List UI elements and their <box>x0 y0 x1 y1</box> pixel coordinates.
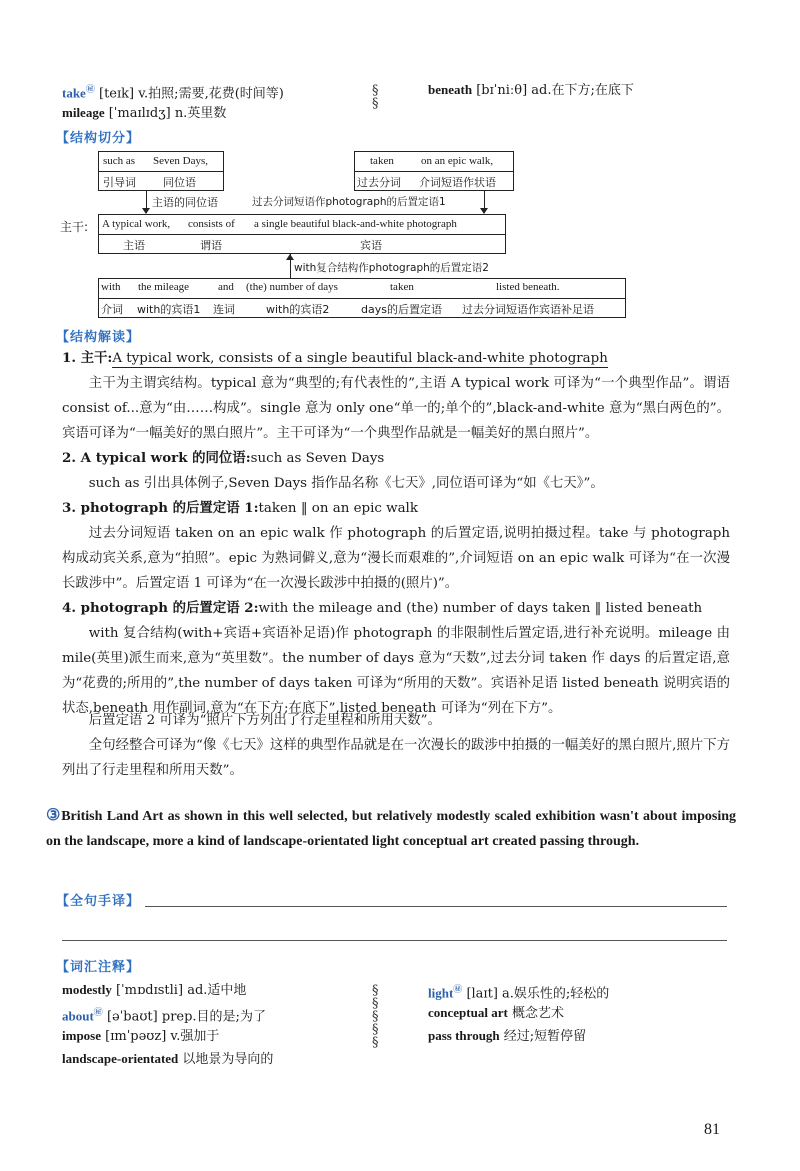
vocab-entry-impose <box>62 1026 219 1047</box>
vocab-phonetic: [ɪmˈpəʊz] <box>105 1029 167 1044</box>
consists-text: consists of <box>188 218 235 230</box>
a-typical-text: A typical work, <box>102 218 171 230</box>
such-as-text: such as <box>103 155 136 167</box>
with-text: with <box>101 281 121 293</box>
label-jieci: 介词短语作状语 <box>419 176 496 189</box>
point-sentence: A typical work, consists of a single beautiful black-and-white photograph <box>112 351 608 366</box>
analysis-body-4: with 复合结构(with+宾语+宾语补足语)作 photograph 的非限制性后置定语,进行补充说明。mileage 由 mile(英里)派生而来,意为“英里数”。the number of days 意为“天数”,过去分词 taken 作 days 的后置定语,意为“花费的;所用的”,the number of days taken 可译为“所用的天数”。宾语补足语 listed beneath 说明宾语的状态,beneath 用作副词,意为“在下方;在底下”,listed beneath 可译为“列在下方”。 <box>62 626 730 716</box>
listed-text: listed beneath. <box>496 281 560 293</box>
label-jieci2: 介词 <box>101 303 123 316</box>
analysis-body-1: 主干为主谓宾结构。typical 意为“典型的;有代表性的”,主语 A typical work 可译为“一个典型作品”。谓语 consist of...意为“由……构成”。single 意为 only one“单一的;单个的”,black-and-white 意为“黑白两色的”。宾语可译为“一幅美好的黑白照片”。主干可译为“一个典型作品就是一幅美好的黑白照片”。 <box>62 376 730 441</box>
vocab-phonetic: [əˈbaʊt] <box>106 1009 158 1025</box>
seven-days-text: Seven Days, <box>153 155 208 167</box>
label-tongwei: 同位语 <box>163 176 196 189</box>
analysis-point-2 <box>62 446 730 471</box>
vocab-entry-pass-through <box>428 1026 586 1047</box>
label-binyu: 宾语 <box>360 239 382 252</box>
vocab-phonetic: [ˈmaɪlɪdʒ] <box>108 106 171 121</box>
vocab-phonetic: [bɪˈniːθ] <box>476 83 528 98</box>
vocab-entry-modestly <box>62 980 246 1001</box>
point-sentence: such as Seven Days <box>250 451 385 466</box>
and-text: and <box>218 281 234 293</box>
secret-meaning-icon: ㊙ <box>453 985 463 995</box>
translate-line-1[interactable] <box>145 906 727 907</box>
vocab-word: conceptual art <box>428 1005 508 1020</box>
vocab-word: impose <box>62 1028 101 1043</box>
point-heading: 3. photograph 的后置定语 1: <box>62 500 259 516</box>
point-sentence: with the mileage and (the) number of days taken ‖ listed beneath <box>258 601 703 616</box>
vocab-definition: ad.在下方;在底下 <box>531 83 634 98</box>
the-number-text: (the) number of days <box>246 281 338 293</box>
vocab-entry-about <box>62 1003 266 1027</box>
vocab-phonetic: [laɪt] <box>466 986 498 1002</box>
vocab-definition: v.拍照;需要,花费(时间等) <box>138 86 284 102</box>
analysis-body-3: 过去分词短语 taken on an epic walk 作 photograph 的后置定语,说明拍摄过程。take 与 photograph 构成动宾关系,意为“拍照”。epic 为熟词僻义,意为“漫长而艰难的”,介词短语 on an epic walk 可译为“在一次漫长跋涉中”。后置定语 1 可译为“在一次漫长跋涉中拍摄的(照片)”。 <box>62 526 730 591</box>
label-buzu: 过去分词短语作宾语补足语 <box>462 303 594 316</box>
label-weiyu: 谓语 <box>200 239 222 252</box>
point-sentence: taken ‖ on an epic walk <box>258 501 418 516</box>
label-with2: with的宾语2 <box>266 303 330 316</box>
analysis-body-5: 后置定语 2 可译为“照片下方列出了行走里程和所用天数”。 <box>88 713 441 728</box>
vocab-entry-light <box>428 980 609 1004</box>
analysis-body-2: such as 引出具体例子,Seven Days 指作品名称《七天》,同位语可译为“如《七天》”。 <box>88 476 604 491</box>
label-zhuyu: 主语 <box>123 239 145 252</box>
taken2-text: taken <box>390 281 414 293</box>
point-heading: 1. 主干: <box>62 350 113 366</box>
vocab-entry-conceptual-art <box>428 1003 564 1024</box>
sentence-number: ③ <box>46 807 62 824</box>
vocab-definition: prep.目的是;为了 <box>161 1009 266 1025</box>
vocab-entry-beneath <box>428 80 634 101</box>
vocab-word: mileage <box>62 105 105 120</box>
sentence-text: British Land Art as shown in this well selected, but relatively modestly scaled exhibition wasn't about imposing on the landscape, more a kind of landscape-orientated light conceptual art created passing through. <box>46 809 736 849</box>
vocab-definition: v.强加于 <box>170 1029 220 1044</box>
analysis-point-4 <box>62 596 730 621</box>
main-label: 主干: <box>60 220 89 234</box>
vocab-entry-landscape-orientated <box>62 1049 273 1070</box>
post2-note: with复合结构作photograph的后置定语2 <box>294 262 489 274</box>
vocab-word: light <box>428 985 454 1001</box>
translate-heading: 【全句手译】 <box>56 894 141 909</box>
vocab-word: beneath <box>428 82 473 97</box>
vocab-phonetic: [teɪk] <box>99 86 135 102</box>
vocab-word: pass through <box>428 1028 500 1043</box>
label-lianci: 连词 <box>213 303 235 316</box>
secret-meaning-icon: ㊙ <box>85 85 95 95</box>
wavy-divider: § § § § § <box>372 983 379 1050</box>
analysis-point-3 <box>62 496 730 521</box>
vocab-definition: 经过;短暂停留 <box>503 1029 587 1044</box>
wavy-divider: § § <box>372 83 379 111</box>
the-mileage-text: the mileage <box>138 281 190 293</box>
point-heading: 2. A typical work 的同位语: <box>62 450 251 466</box>
vocab-definition: ad.适中地 <box>187 983 247 998</box>
analysis-point-1 <box>62 346 730 371</box>
vocab-word: modestly <box>62 982 112 997</box>
vocab-word: about <box>62 1008 94 1024</box>
sentence-3 <box>46 803 736 854</box>
vocab-definition: n.英里数 <box>174 106 227 121</box>
page-number: 81 <box>704 1121 720 1138</box>
vocab-word: take <box>62 85 86 101</box>
secret-meaning-icon: ㊙ <box>93 1008 103 1018</box>
post1-note: 过去分词短语作photograph的后置定语1 <box>252 196 446 208</box>
on-epic-text: on an epic walk, <box>421 155 494 167</box>
analysis-heading: 【结构解读】 <box>56 330 141 345</box>
label-days: days的后置定语 <box>361 303 442 316</box>
structure-heading: 【结构切分】 <box>56 131 141 146</box>
appos-note: 主语的同位语 <box>152 196 218 209</box>
point-heading: 4. photograph 的后置定语 2: <box>62 600 259 616</box>
label-with1: with的宾语1 <box>137 303 201 316</box>
analysis-body-6: 全句经整合可译为“像《七天》这样的典型作品就是在一次漫长的跋涉中拍摄的一幅美好的黑白照片,照片下方列出了行走里程和所用天数”。 <box>62 738 730 778</box>
single-text: a single beautiful black-and-white photograph <box>254 218 457 230</box>
taken-text: taken <box>370 155 394 167</box>
translate-line-2[interactable] <box>62 940 727 941</box>
vocab-definition: a.娱乐性的;轻松的 <box>502 986 610 1002</box>
vocab-entry-take <box>62 80 284 104</box>
vocab-entry-mileage <box>62 103 226 124</box>
vocab-word: landscape-orientated <box>62 1051 179 1066</box>
label-yindao: 引导词 <box>103 176 136 189</box>
vocab-definition: 以地景为导向的 <box>182 1052 274 1067</box>
vocab-heading: 【词汇注释】 <box>56 960 141 975</box>
label-guoqu: 过去分词 <box>357 176 401 189</box>
vocab-phonetic: [ˈmɒdɪstli] <box>115 983 184 998</box>
vocab-definition: 概念艺术 <box>511 1006 564 1021</box>
